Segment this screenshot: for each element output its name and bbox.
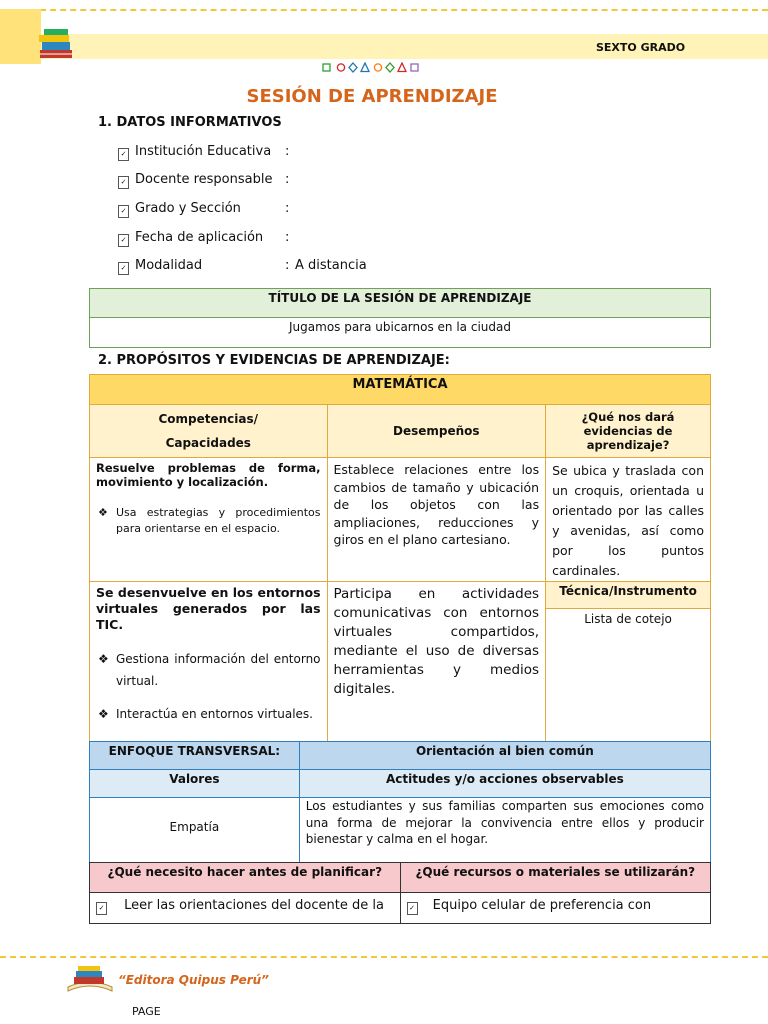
- actions-header: Actitudes y/o acciones observables: [299, 770, 710, 798]
- planning-answer-1: ✓ Leer las orientaciones del docente de la: [90, 893, 401, 924]
- row1-evidence: Se ubica y traslada con un croquis, orientada u orientado por las calles y avenidas, así como por los puntos cardinales.: [546, 458, 711, 582]
- grade-label: SEXTO GRADO: [596, 41, 686, 54]
- header-desempenos: Desempeños: [327, 405, 546, 458]
- transversal-label: ENFOQUE TRANSVERSAL:: [90, 742, 300, 770]
- row1-competence-cell: [90, 458, 328, 582]
- row1-capacity: ❖ Usa estrategias y procedimientos para orientarse en el espacio.: [98, 506, 321, 535]
- modalidad-value: A distancia: [295, 258, 367, 273]
- planning-question-1: ¿Qué necesito hacer antes de planificar?: [90, 863, 401, 893]
- bullet-square-icon: ✓: [118, 262, 129, 275]
- header-dashed-line: [0, 9, 768, 11]
- row2-performance: Participa en actividades comunicativas con entornos virtuales compartidos, mediante el uso de diversas herramientas y medios digitales.: [327, 582, 546, 750]
- technique-value: Lista de cotejo: [546, 609, 711, 750]
- area-heading: MATEMÁTICA: [90, 375, 711, 405]
- transversal-value: Orientación al bien común: [299, 742, 710, 770]
- transversal-table: [89, 741, 711, 865]
- diamond-bullet-icon: ❖: [98, 652, 109, 666]
- header-competencias: Competencias/ Capacidades: [90, 405, 328, 458]
- header-evidencias: ¿Qué nos dará evidencias de aprendizaje?: [546, 405, 711, 458]
- footer-dashed-line: [0, 956, 768, 958]
- diamond-bullet-icon: ❖: [98, 707, 109, 721]
- actions-text: Los estudiantes y sus familias comparten sus emociones como una forma de mejorar la convivencia entre ellos y producir bienestar y calma en el hogar.: [299, 798, 710, 865]
- books-icon: [36, 26, 76, 62]
- field-modalidad: ✓ Modalidad : A distancia: [118, 258, 129, 275]
- bullet-square-icon: ✓: [118, 234, 129, 247]
- row2-capacity-1: ❖ Gestiona información del entorno virtual.: [96, 648, 321, 692]
- field-fecha: ✓ Fecha de aplicación :: [118, 230, 129, 247]
- row2-capacity-2: ❖ Interactúa en entornos virtuales.: [96, 703, 321, 725]
- row2-competence: Se desenvuelve en los entornos virtuales generados por las TIC.: [96, 585, 321, 632]
- value-empatia: Empatía: [90, 798, 300, 865]
- planning-answer-2: ✓ Equipo celular de preferencia con: [400, 893, 710, 924]
- planning-question-2: ¿Qué recursos o materiales se utilizarán?: [400, 863, 710, 893]
- session-title-heading: TÍTULO DE LA SESIÓN DE APRENDIZAJE: [90, 289, 711, 318]
- field-grado-seccion: ✓ Grado y Sección :: [118, 201, 129, 218]
- session-title-table: [89, 288, 711, 348]
- bullet-square-icon: ✓: [118, 205, 129, 218]
- row2-competence-cell: [90, 582, 328, 750]
- technique-label: Técnica/Instrumento: [546, 582, 711, 609]
- planning-table: [89, 862, 711, 924]
- competencies-table: [89, 374, 711, 750]
- session-title-value: Jugamos para ubicarnos en la ciudad: [90, 318, 711, 348]
- bullet-square-icon: ✓: [407, 902, 418, 915]
- page-number: PAGE: [132, 1005, 161, 1018]
- row1-competence: Resuelve problemas de forma, movimiento y localización.: [96, 461, 321, 489]
- shapes-decoration-icon: [322, 62, 434, 74]
- bullet-square-icon: ✓: [118, 176, 129, 189]
- header-corner-block: [0, 9, 41, 64]
- field-institucion: ✓ Institución Educativa :: [118, 144, 129, 161]
- bullet-square-icon: ✓: [118, 148, 129, 161]
- section-2-heading: 2. PROPÓSITOS Y EVIDENCIAS DE APRENDIZAJE:: [98, 353, 450, 368]
- section-1-heading: 1. DATOS INFORMATIVOS: [98, 115, 282, 130]
- page-title: SESIÓN DE APRENDIZAJE: [246, 86, 498, 107]
- values-header: Valores: [90, 770, 300, 798]
- diamond-bullet-icon: ❖: [98, 506, 108, 519]
- field-docente: ✓ Docente responsable :: [118, 172, 129, 189]
- row1-performance: Establece relaciones entre los cambios de tamaño y ubicación de los objetos con las ampliaciones, reducciones y giros en el plano cartesiano.: [327, 458, 546, 582]
- publisher-name: “Editora Quipus Perú”: [118, 973, 269, 987]
- books-icon: [64, 963, 116, 995]
- bullet-square-icon: ✓: [96, 902, 107, 915]
